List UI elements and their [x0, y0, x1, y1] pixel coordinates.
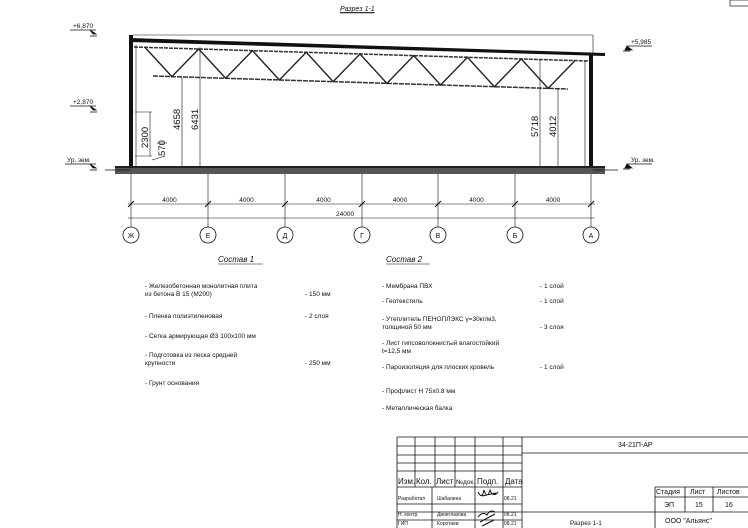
layer-name: - Мембрана ПВХ [382, 283, 433, 290]
company-name: ООО "Альянс" [665, 518, 712, 525]
dimension-label: 4012 [548, 115, 559, 137]
layer-name: - Металлическая балка [382, 405, 453, 412]
sheet-value: 15 [695, 502, 703, 509]
span-label: 4000 [162, 197, 177, 204]
layer-thickness: - 150 мм [305, 291, 331, 298]
stamp-name: Двоеглазова [437, 512, 467, 518]
stamp-role: Разработал [398, 496, 426, 502]
sheets-label: Листов [717, 489, 740, 496]
layer-thickness: - 1 слой [540, 364, 564, 371]
grid-axes [123, 174, 599, 243]
layer-name: - Профлист Н 75х0.8 мм [382, 388, 456, 395]
dimension-label: 2300 [140, 126, 151, 148]
axis-label: А [588, 233, 594, 240]
stamp-header: Подп. [477, 477, 499, 486]
stamp-code: 34-21П-АР [618, 442, 653, 449]
signature-marks [478, 490, 498, 526]
height-dimensions [135, 47, 558, 166]
dimension-label: 570 [157, 140, 168, 156]
elevation-markers [65, 30, 652, 170]
composition-1 [145, 282, 331, 387]
stage-label: Стадия [656, 489, 680, 496]
stamp-date: 08.21 [504, 496, 517, 502]
elevation-label: +5,985 [631, 39, 652, 46]
layer-thickness: - 3 слоя [540, 324, 564, 331]
stamp-name: Шабалина [437, 496, 462, 502]
drawing-title: Разрез 1-1 [340, 6, 375, 13]
span-label: 4000 [392, 197, 408, 204]
layer-thickness: - 250 мм [305, 360, 331, 367]
stamp-role: ГИП [398, 521, 408, 527]
layer-thickness: - 1 слой [540, 298, 564, 305]
layer-name: - Геотекстиль [382, 298, 423, 305]
elevation-label: Ур. зем. [67, 157, 91, 164]
layer-name: - Пленка полиэтиленовая [145, 313, 223, 320]
sheets-value: 16 [725, 502, 733, 509]
dimension-label: 5718 [530, 115, 541, 137]
layer-name-cont: t=12,5 мм [382, 348, 411, 355]
stamp-role: Н. контр. [398, 512, 419, 518]
total-span-label: 24000 [336, 211, 355, 218]
layer-name-cont: из бетона В 15 (М200) [145, 291, 212, 298]
sheet-title: Разрез 1-1 [570, 520, 602, 527]
axis-label: Г [360, 233, 364, 240]
elevation-label: +6,870 [73, 23, 94, 30]
elevation-label: +2,870 [73, 99, 94, 106]
sheet-label: Лист [690, 489, 706, 496]
axis-label: Д [282, 233, 288, 240]
dimension-label: 6431 [190, 108, 201, 130]
axis-label: В [435, 233, 441, 240]
stamp-header: Изм. [398, 477, 416, 486]
layer-name: - Грунт основания [145, 380, 200, 387]
layer-name: - Сетка армирующая Ø3 100х100 мм [145, 333, 256, 340]
stage-value: ЭП [664, 502, 675, 509]
dimension-label: 4658 [172, 108, 183, 130]
stamp-header: Дата [505, 477, 523, 486]
layer-name: - Пароизоляция для плоских кровель [382, 364, 495, 371]
span-label: 4000 [545, 197, 561, 204]
span-label: 4000 [316, 197, 331, 204]
layer-thickness: - 1 слой [540, 283, 564, 290]
stamp-date: 08.21 [504, 512, 517, 518]
span-label: 4000 [239, 197, 254, 204]
stamp-header: №док. [456, 479, 476, 486]
stamp-name: Коротаев [437, 521, 459, 527]
axis-label: Б [512, 233, 518, 240]
layer-name-cont: крупности [145, 360, 176, 367]
axis-label: Е [205, 233, 211, 240]
layer-name: - Лист гипсоволокнистый влагостойкий [382, 340, 500, 347]
stamp-date: 08.21 [504, 521, 517, 527]
layer-thickness: - 2 слоя [305, 313, 329, 320]
axis-label: Ж [127, 233, 135, 240]
composition-1-title: Состав 1 [218, 255, 255, 264]
layer-name-cont: толщиной 50 мм [382, 324, 432, 331]
composition-2 [382, 282, 564, 412]
stamp-header: Кол. [416, 477, 432, 486]
elevation-label: Ур. зем. [631, 157, 655, 164]
composition-2-title: Состав 2 [386, 255, 423, 264]
layer-name: - Подготовка из песка средней [145, 352, 238, 359]
layer-name: - Железобетонная монолитная плита [145, 283, 258, 290]
stamp-header: Лист [436, 477, 454, 486]
span-label: 4000 [469, 197, 484, 204]
layer-name: - Утеплитель ПЕНОПЛЭКС γ=30кг/м3, [382, 316, 497, 323]
